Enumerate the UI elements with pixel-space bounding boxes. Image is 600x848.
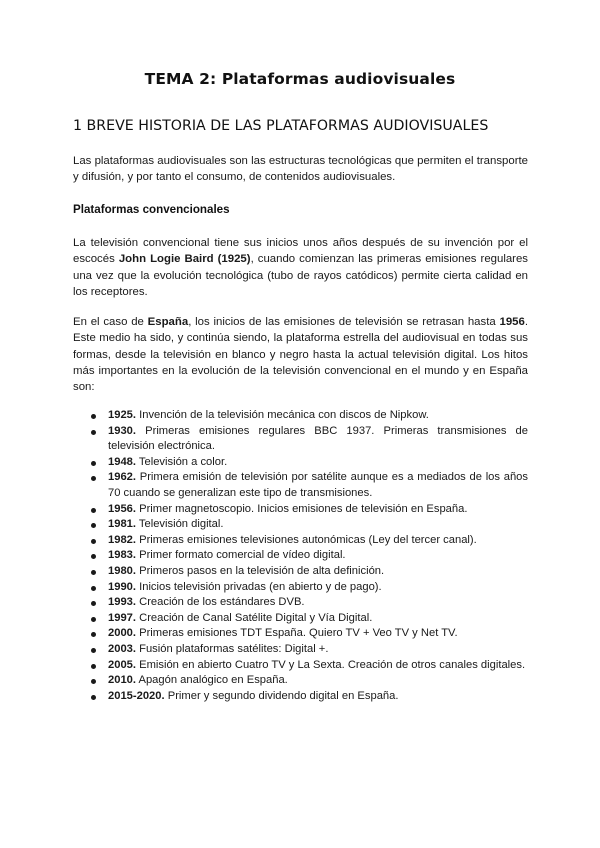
bullet-icon xyxy=(91,617,96,622)
milestone-text: Primeras emisiones TDT España. Quiero TV + Veo TV y Net TV. xyxy=(136,627,458,640)
paragraph-text: , los inicios de las emisiones de televisión se retrasan hasta xyxy=(188,316,500,328)
milestone-text: Inicios televisión privadas (en abierto y de pago). xyxy=(136,580,382,593)
milestone-year: 2005. xyxy=(108,658,136,671)
section-heading: 1 BREVE HISTORIA DE LAS PLATAFORMAS AUDIOVISUALES xyxy=(73,118,489,134)
milestone-text: Televisión a color. xyxy=(136,455,228,468)
milestone-text: Apagón analógico en España. xyxy=(136,674,288,687)
milestone-text: Primer magnetoscopio. Inicios emisiones de televisión en España. xyxy=(136,502,468,515)
list-item xyxy=(73,595,528,611)
milestone-year: 1983. xyxy=(108,549,136,562)
list-item xyxy=(73,626,528,642)
milestone-text: Creación de los estándares DVB. xyxy=(136,596,305,609)
milestone-year: 2003. xyxy=(108,642,136,655)
milestone-year: 1948. xyxy=(108,455,136,468)
milestone-text: Televisión digital. xyxy=(136,518,224,531)
subheading: Plataformas convencionales xyxy=(73,203,230,216)
list-item xyxy=(73,455,528,471)
milestone-text: Primeros pasos en la televisión de alta definición. xyxy=(136,564,385,577)
bold-text: John Logie Baird (1925) xyxy=(118,253,251,266)
milestone-text: Primeras emisiones regulares BBC 1937. Primeras transmisiones de televisión electrónica. xyxy=(108,424,528,453)
bold-text: 1956 xyxy=(499,316,525,328)
list-item xyxy=(73,408,528,424)
milestone-text: Fusión plataformas satélites: Digital +. xyxy=(136,642,329,655)
list-item xyxy=(73,470,528,501)
bullet-icon xyxy=(91,508,96,513)
list-item xyxy=(73,517,528,533)
bullet-icon xyxy=(91,664,96,669)
list-item xyxy=(73,580,528,596)
bullet-icon xyxy=(91,632,96,637)
paragraph-text: , cuando comienzan las primeras emisiones regulares una vez que la evolución tecnológica (tubo de rayos catódicos) permite cierta calidad en los receptores. xyxy=(73,253,529,298)
list-item xyxy=(73,689,528,705)
milestones-list xyxy=(73,408,528,704)
intro-paragraph: Las plataformas audiovisuales son las estructuras tecnológicas que permiten el transporte y difusión, y por tanto el consumo, de contenidos audiovisuales. xyxy=(73,155,528,184)
milestone-text: Creación de Canal Satélite Digital y Vía Digital. xyxy=(136,611,373,624)
paragraph-text: La televisión convencional tiene sus inicios unos años después de su invención por el escocés xyxy=(73,237,528,266)
bullet-icon xyxy=(91,414,96,419)
milestone-text: Primer y segundo dividendo digital en España. xyxy=(164,689,399,702)
milestone-text: Primera emisión de televisión por satélite aunque es a mediados de los años 70 cuando se generalizan este tipo de transmisiones. xyxy=(108,471,528,499)
bullet-icon xyxy=(91,430,96,435)
list-item xyxy=(73,658,528,674)
paragraph-espana xyxy=(73,314,528,395)
list-item xyxy=(73,673,528,689)
list-item xyxy=(73,533,528,549)
bullet-icon xyxy=(91,586,96,591)
milestone-year: 1993. xyxy=(108,596,136,609)
milestone-year: 2000. xyxy=(108,627,136,640)
bullet-icon xyxy=(91,601,96,606)
milestone-year: 1925. xyxy=(108,409,136,421)
list-item xyxy=(73,548,528,564)
milestone-text: Emisión en abierto Cuatro TV y La Sexta. Creación de otros canales digitales. xyxy=(136,658,526,671)
milestone-year: 1962. xyxy=(108,471,136,484)
bullet-icon xyxy=(91,679,96,684)
list-item xyxy=(73,611,528,627)
paragraph-text: En el caso de xyxy=(73,316,148,328)
milestone-year: 2010. xyxy=(108,674,136,687)
bold-text: España xyxy=(147,316,189,328)
milestone-year: 1981. xyxy=(108,518,136,531)
milestone-text: Primer formato comercial de vídeo digital. xyxy=(136,549,346,562)
milestone-year: 1982. xyxy=(108,533,136,546)
bullet-icon xyxy=(91,648,96,653)
bullet-icon xyxy=(91,523,96,528)
bullet-icon xyxy=(91,476,96,481)
milestone-year: 1997. xyxy=(108,611,136,624)
milestone-year: 1930. xyxy=(108,424,136,437)
milestone-year: 1956. xyxy=(108,502,136,515)
bullet-icon xyxy=(91,554,96,559)
paragraph-baird xyxy=(73,235,528,300)
list-item xyxy=(73,564,528,580)
milestone-year: 1980. xyxy=(108,564,136,577)
list-item xyxy=(73,424,528,455)
bullet-icon xyxy=(91,461,96,466)
list-item xyxy=(73,502,528,518)
page-title: TEMA 2: Plataformas audiovisuales xyxy=(144,70,456,88)
paragraph-text: . Este medio ha sido, y continúa siendo, la plataforma estrella del audiovisual en todas sus formas, desde la televisión en blanco y negro hasta la actual televisión digital. Los hitos más importantes en la evolución de la televisión convencional en el mundo y en España son: xyxy=(73,316,529,394)
milestone-text: Invención de la televisión mecánica con discos de Nipkow. xyxy=(136,409,429,421)
list-item xyxy=(73,642,528,658)
bullet-icon xyxy=(91,539,96,544)
milestone-year: 1990. xyxy=(108,580,136,593)
bullet-icon xyxy=(91,570,96,575)
milestone-year: 2015-2020. xyxy=(108,689,165,702)
milestone-text: Primeras emisiones televisiones autonómicas (Ley del tercer canal). xyxy=(136,533,477,546)
bullet-icon xyxy=(91,695,96,700)
